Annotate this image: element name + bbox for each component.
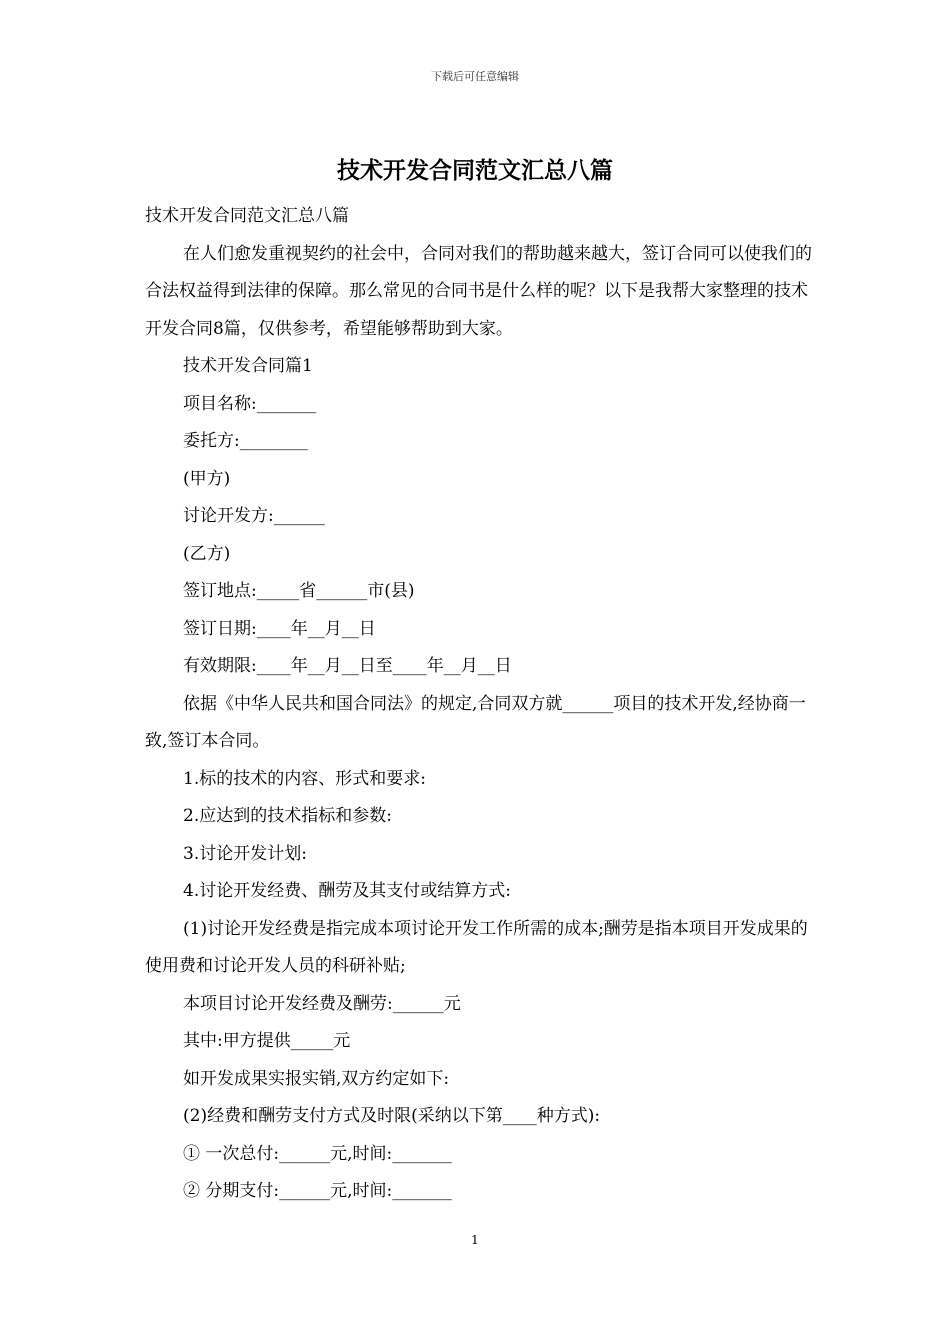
intro-paragraph: 在人们愈发重视契约的社会中，合同对我们的帮助越来越大，签订合同可以使我们的合法权益得到法律的保障。那么常见的合同书是什么样的呢？以下是我帮大家整理的技术开发合同8篇，仅供参考，希望能够帮助到大家。	[145, 243, 812, 339]
field-party-a-funding: 其中:甲方提供_____元	[183, 1031, 351, 1051]
clause-2: 2.应达到的技术指标和参数:	[183, 806, 392, 826]
payment-option-2: ② 分期支付:______元,时间:_______	[183, 1181, 452, 1201]
party-a-label: (甲方)	[183, 468, 231, 489]
field-developer: 讨论开发方:______	[183, 506, 325, 526]
document-title: 技术开发合同范文汇总八篇	[337, 157, 613, 184]
clause-4-1: (1)讨论开发经费是指完成本项讨论开发工作所需的成本;酬劳是指本项目开发成果的使用费和讨论开发人员的科研补贴;	[145, 918, 808, 976]
payment-option-1: ① 一次总付:______元,时间:_______	[183, 1143, 452, 1164]
field-total-funding: 本项目讨论开发经费及酬劳:______元	[183, 993, 461, 1014]
party-b-label: (乙方)	[183, 543, 231, 564]
field-project-name: 项目名称:_______	[183, 393, 317, 414]
subtitle-line: 技术开发合同范文汇总八篇	[145, 206, 349, 226]
reimbursement-note: 如开发成果实报实销,双方约定如下:	[183, 1068, 450, 1089]
clause-1: 1.标的技术的内容、形式和要求:	[183, 768, 426, 789]
clause-3: 3.讨论开发计划:	[183, 843, 307, 864]
section-heading: 技术开发合同篇1	[183, 356, 313, 376]
field-signing-place: 签订地点:_____省______市(县)	[183, 581, 415, 601]
legal-basis-paragraph: 依据《中华人民共和国合同法》的规定,合同双方就______项目的技术开发,经协商一致,签订本合同。	[145, 693, 806, 751]
clause-4: 4.讨论开发经费、酬劳及其支付或结算方式:	[183, 881, 511, 901]
clause-4-2: (2)经费和酬劳支付方式及时限(采纳以下第____种方式):	[183, 1106, 601, 1126]
field-validity-period: 有效期限:____年__月__日至____年__月__日	[183, 656, 512, 676]
field-client: 委托方:________	[183, 431, 308, 451]
document-body	[145, 198, 813, 1211]
field-signing-date: 签订日期:____年__月__日	[183, 618, 376, 639]
header-note: 下载后可任意编辑	[431, 70, 519, 83]
page-number: 1	[471, 1233, 479, 1247]
